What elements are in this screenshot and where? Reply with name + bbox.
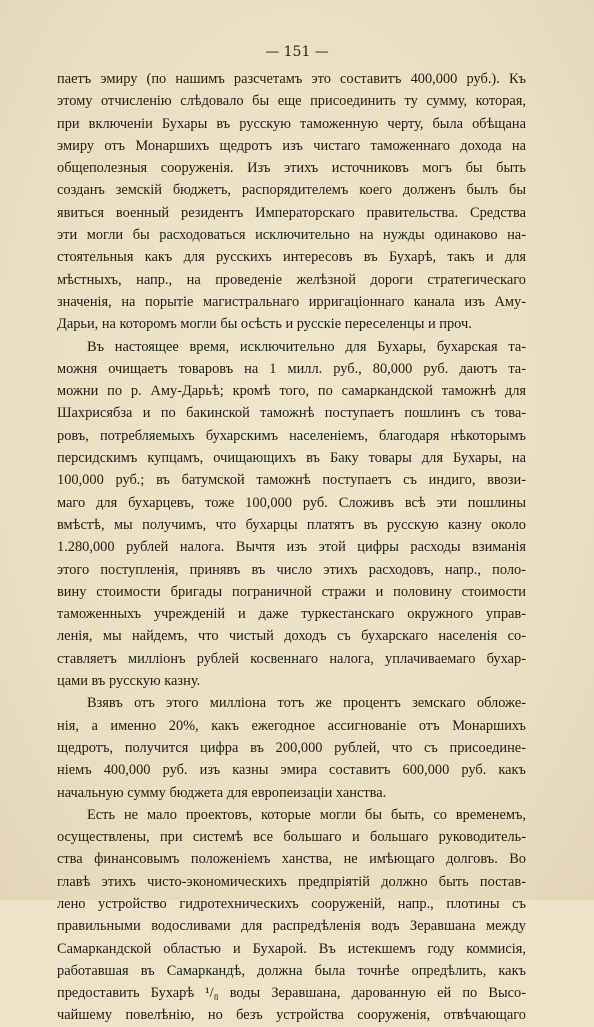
text-line: созданъ земскій бюджетъ, распорядителемъ коего долженъ былъ бы: [57, 182, 526, 199]
text-line: правильными водосливами для распредѣленія водъ Зеравшана между: [57, 918, 526, 935]
text-line: этого поступленія, принявъ въ число этихъ расходовъ, напр., поло-: [57, 561, 526, 578]
text-line: мѣстныхъ, напр., на проведеніе желѣзной дороги стратегическаго: [57, 271, 526, 288]
text-line: Въ настоящее время, исключительно для Бухары, бухарская та-: [87, 338, 526, 355]
text-line: осуществлены, при системѣ все большаго и большаго руководитель-: [57, 829, 526, 846]
text-line: нія, а именно 20%, какъ ежегодное ассигнованіе отъ Монаршихъ: [57, 717, 526, 734]
text-line: ства финансовымъ положеніемъ ханства, не имѣющаго долговъ. Во: [57, 851, 526, 868]
text-line: можни по р. Аму-Дарьѣ; кромѣ того, по самаркандской таможнѣ для: [57, 383, 526, 400]
text-line: начальную сумму бюджета для европеизаціи ханства.: [57, 784, 387, 801]
text-line: главѣ этихъ чисто-экономическихъ предпріятій должно быть постав-: [57, 873, 526, 890]
text-line: работавшая въ Самаркандѣ, должна была точнѣе опредѣлить, какъ: [57, 962, 526, 979]
text-line: лено устройство гидротехническихъ сооруженій, напр., плотины съ: [57, 895, 526, 912]
text-line: вину стоимости бригады пограничной стражи и половину стоимости: [57, 583, 526, 600]
text-line: стоятельныя какъ для русскихъ интересовъ въ Бухарѣ, такъ и для: [57, 249, 526, 266]
text-line: ніемъ 400,000 руб. изъ казны эмира составитъ 600,000 руб. какъ: [57, 762, 526, 779]
text-line: значенія, на порытіе магистральнаго ирригаціоннаго канала изъ Аму-: [57, 293, 526, 310]
text-line: ставляетъ милліонъ рублей косвеннаго налога, уплачиваемаго бухар-: [57, 650, 526, 667]
text-line: эмиру отъ Монаршихъ щедротъ изъ чистаго таможеннаго дохода на: [57, 137, 526, 154]
text-line: явиться военный резидентъ Императорскаго правительства. Средства: [57, 204, 526, 221]
text-line: щедротъ, получится цифра въ 200,000 рублей, что съ присоедине-: [57, 739, 526, 756]
body-text: [57, 68, 526, 1027]
text-line: при включеніи Бухары въ русскую таможенную черту, была обѣщана: [57, 115, 526, 132]
text-line: 1.280,000 рублей налога. Вычтя изъ этой цифры расходы взиманія: [57, 539, 526, 556]
text-line: ленія, мы найдемъ, что чистый доходъ съ бухарскаго населенія со-: [57, 628, 526, 645]
text-line: чайшему повелѣнію, но безъ устройства сооруженія, отвѣчающаго: [57, 1007, 526, 1024]
text-line: эти могли бы расходоваться исключительно на нужды одинаково на-: [57, 227, 526, 244]
text-line: предоставить Бухарѣ ¹/₈ воды Зеравшана, дарованную ей по Высо-: [57, 985, 526, 1002]
text-line: 100,000 руб.; въ батумской таможнѣ поступаетъ съ индиго, ввози-: [57, 472, 526, 489]
text-line: можня очищаетъ товаровъ на 1 милл. руб., 80,000 руб. даютъ та-: [57, 360, 526, 377]
text-line: Самаркандской областью и Бухарой. Въ истекшемъ году коммисія,: [57, 940, 526, 957]
text-line: ровъ, потребляемыхъ бухарскимъ населеніемъ, благодаря нѣкоторымъ: [57, 427, 526, 444]
text-line: Шахрисябза и по бакинской таможнѣ поступаетъ пошлинъ съ това-: [57, 405, 526, 422]
text-line: общеполезныя сооруженія. Изъ этихъ источниковъ могъ бы быть: [57, 160, 526, 177]
text-line: маго для бухарцевъ, тоже 100,000 руб. Сложивъ всѣ эти пошлины: [57, 494, 526, 511]
text-line: Дарьи, на которомъ могли бы осѣсть и русскіе переселенцы и проч.: [57, 316, 472, 333]
text-line: цами въ русскую казну.: [57, 673, 201, 690]
text-line: Есть не мало проектовъ, которые могли бы быть, со временемъ,: [87, 806, 526, 823]
text-line: паетъ эмиру (по нашимъ разсчетамъ это составитъ 400,000 руб.). Къ: [57, 71, 526, 87]
text-line: таможенныхъ учрежденій и даже туркестанскаго окружного управ-: [57, 606, 526, 623]
text-line: этому отчисленію слѣдовало бы еще присоединить ту сумму, которая,: [57, 93, 526, 110]
text-line: Взявъ отъ этого милліона тотъ же процентъ земскаго обложе-: [87, 695, 526, 712]
text-line: вмѣстѣ, мы получимъ, что бухарцы платятъ въ русскую казну около: [57, 516, 526, 533]
page-number: — 151 —: [265, 44, 329, 60]
text-line: персидскимъ купцамъ, очищающихъ въ Баку товары для Бухары, на: [57, 450, 526, 467]
